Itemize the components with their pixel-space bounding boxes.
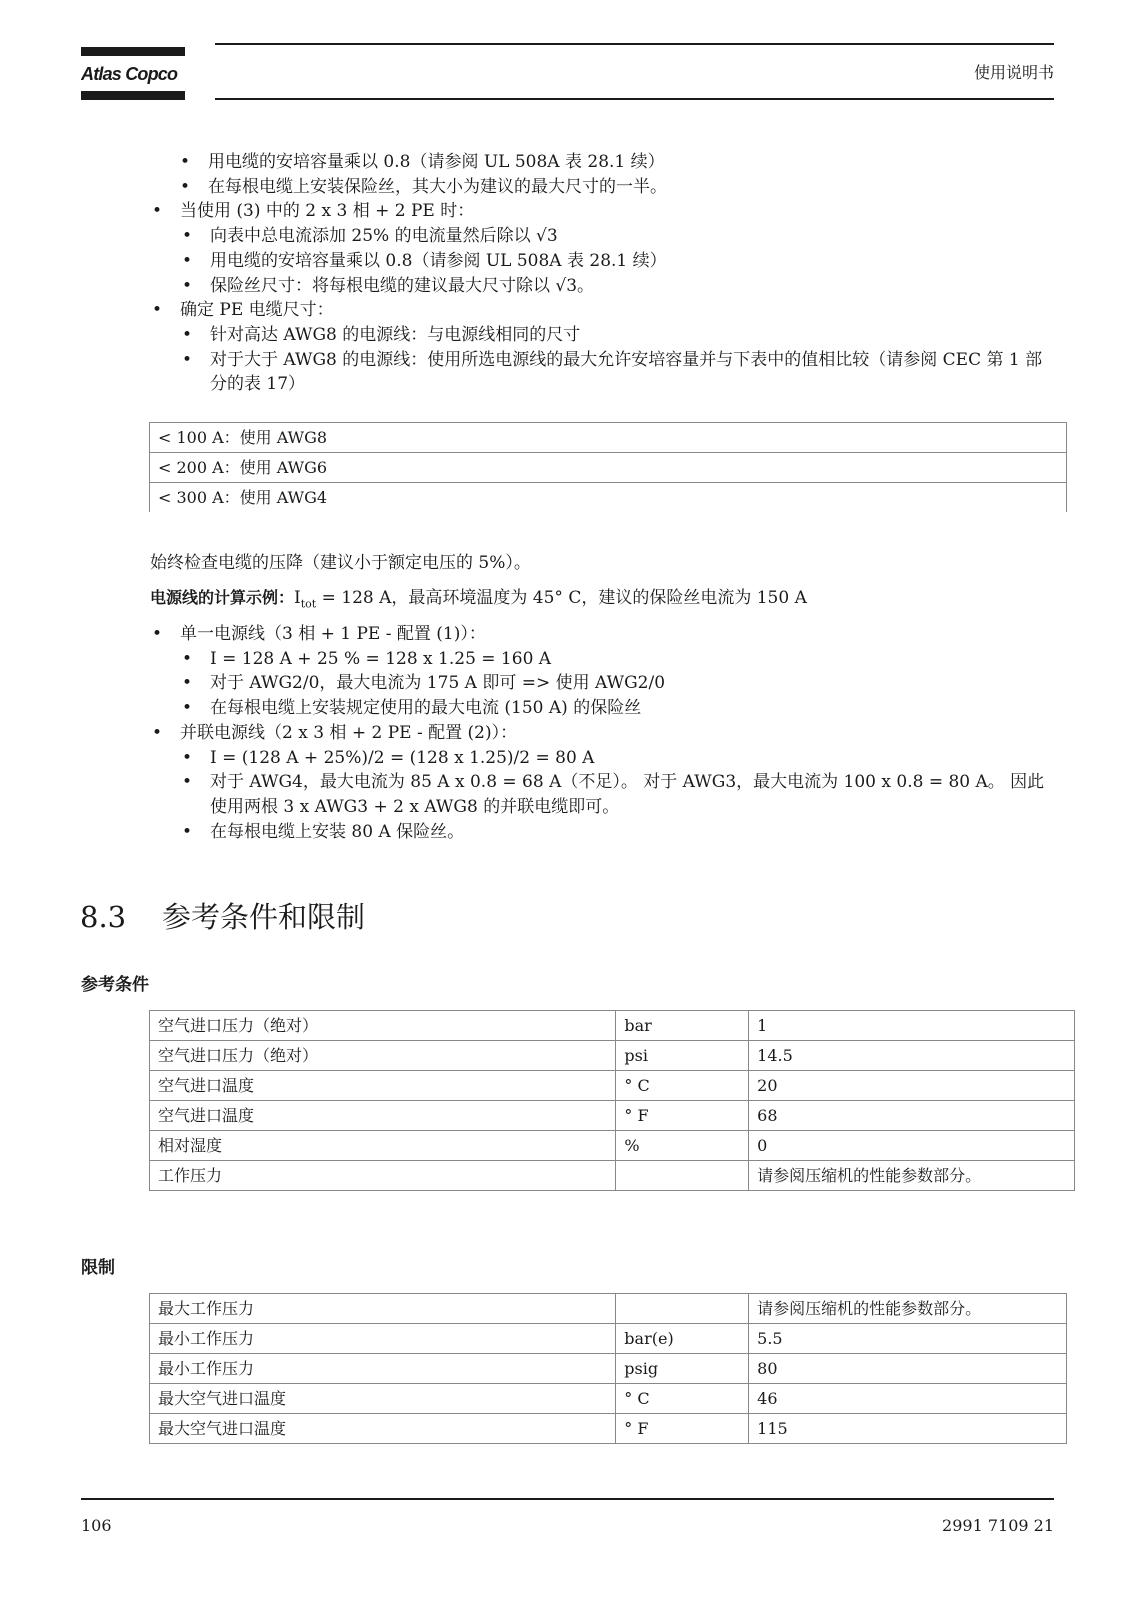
table-cell: % — [616, 1131, 749, 1161]
table-cell: ° C — [616, 1071, 749, 1101]
table-cell: bar(e) — [616, 1324, 749, 1354]
table-cell — [616, 1161, 749, 1191]
table-cell: 20 — [749, 1071, 1075, 1101]
list-item-label: 当使用 (3) 中的 2 x 3 相 + 2 PE 时： — [180, 201, 475, 222]
limits-heading: 限制 — [81, 1258, 115, 1278]
atlas-copco-logo — [81, 47, 185, 100]
table-row — [150, 1011, 1075, 1041]
table-cell — [616, 1294, 749, 1324]
table-cell: 0 — [749, 1131, 1075, 1161]
table-cell: 相对湿度 — [150, 1131, 616, 1161]
sublist — [180, 224, 1050, 298]
list-item: • I = 128 A + 25 % = 128 x 1.25 = 160 A — [180, 647, 1050, 672]
table-cell: 最小工作压力 — [150, 1354, 616, 1384]
section-heading — [80, 895, 365, 936]
table-cell: ° C — [616, 1384, 749, 1414]
table-cell: ° F — [616, 1414, 749, 1444]
list-item-label: 确定 PE 电缆尺寸： — [180, 300, 334, 321]
list-item: • I = (128 A + 25%)/2 = (128 x 1.25)/2 = 80 A — [180, 746, 1050, 771]
voltage-drop-note: 始终检查电缆的压降（建议小于额定电压的 5%）。 — [150, 553, 531, 573]
pe-awg-table — [149, 422, 1067, 512]
table-cell: 46 — [749, 1384, 1067, 1414]
table-cell: 最小工作压力 — [150, 1324, 616, 1354]
section-number: 8.3 — [80, 900, 127, 934]
sublist — [180, 647, 1050, 721]
table-row — [150, 1161, 1075, 1191]
table-cell: 最大空气进口温度 — [150, 1384, 616, 1414]
sublist — [180, 746, 1050, 845]
table-cell: 1 — [749, 1011, 1075, 1041]
logo-bar-bottom — [81, 91, 185, 100]
list-item: • 针对高达 AWG8 的电源线：与电源线相同的尺寸 — [180, 323, 1050, 348]
table-row — [150, 453, 1067, 483]
table-cell: 请参阅压缩机的性能参数部分。 — [749, 1161, 1075, 1191]
table-cell: 最大空气进口温度 — [150, 1414, 616, 1444]
table-cell: bar — [616, 1011, 749, 1041]
table-row — [150, 1294, 1067, 1324]
table-cell: 空气进口温度 — [150, 1071, 616, 1101]
main-list — [150, 199, 1050, 397]
table-cell: < 200 A：使用 AWG6 — [150, 453, 1067, 483]
footer-rule — [81, 1498, 1054, 1500]
example-label: 电源线的计算示例： — [150, 588, 295, 607]
cable-sizing-list — [150, 150, 1050, 397]
header-rule-bottom — [215, 98, 1054, 100]
document-number: 2991 7109 21 — [942, 1516, 1054, 1535]
table-cell: < 100 A：使用 AWG8 — [150, 423, 1067, 453]
list-item: • 对于大于 AWG8 的电源线：使用所选电源线的最大允许安培容量并与下表中的值相比较（请参阅 CEC 第 1 部分的表 17） — [180, 348, 1050, 397]
list-item-single — [150, 622, 1050, 721]
table-row — [150, 1101, 1075, 1131]
list-item-label: 并联电源线（2 x 3 相 + 2 PE - 配置 (2)）： — [180, 722, 518, 743]
example-i-symbol: I — [294, 588, 301, 608]
limits-table — [149, 1293, 1067, 1444]
table-cell: psi — [616, 1041, 749, 1071]
table-row — [150, 1414, 1067, 1444]
table-cell: 空气进口温度 — [150, 1101, 616, 1131]
table-cell: < 300 A：使用 AWG4 — [150, 483, 1067, 513]
list-item: • 向表中总电流添加 25% 的电流量然后除以 √3 — [180, 224, 1050, 249]
list-item-label: 单一电源线（3 相 + 1 PE - 配置 (1)）： — [180, 624, 486, 644]
list-item: • 在每根电缆上安装 80 A 保险丝。 — [180, 820, 1050, 845]
logo-wordmark: Atlas Copco — [81, 64, 178, 84]
main-list — [150, 622, 1050, 844]
calculation-example-line — [150, 583, 807, 610]
list-item: • 在每根电缆上安装保险丝，其大小为建议的最大尺寸的一半。 — [178, 175, 1050, 200]
header-rule-top — [215, 43, 1054, 45]
table-cell: 请参阅压缩机的性能参数部分。 — [749, 1294, 1067, 1324]
sublist — [178, 150, 1050, 199]
list-item-parallel3 — [150, 199, 1050, 298]
table-row — [150, 1324, 1067, 1354]
list-item: • 在每根电缆上安装规定使用的最大电流 (150 A) 的保险丝 — [180, 696, 1050, 721]
table-row — [150, 1131, 1075, 1161]
list-item: • 对于 AWG4，最大电流为 85 A x 0.8 = 68 A（不足）。 对于 AWG3，最大电流为 100 x 0.8 = 80 A。 因此使用两根 3 x AWG3 + 2 x AWG8 的并联电缆即可。 — [180, 770, 1050, 819]
sublist — [180, 323, 1050, 397]
table-row — [150, 423, 1067, 453]
table-cell: 空气进口压力（绝对） — [150, 1041, 616, 1071]
table-cell: ° F — [616, 1101, 749, 1131]
list-item: • 保险丝尺寸：将每根电缆的建议最大尺寸除以 √3。 — [180, 274, 1050, 299]
example-list — [150, 622, 1050, 844]
reference-conditions-table — [149, 1010, 1075, 1191]
table-cell: 80 — [749, 1354, 1067, 1384]
table-cell: psig — [616, 1354, 749, 1384]
list-item-pe-size — [150, 298, 1050, 397]
table-cell: 工作压力 — [150, 1161, 616, 1191]
page-number: 106 — [81, 1516, 112, 1535]
example-i-subscript: tot — [300, 597, 317, 611]
table-cell: 5.5 — [749, 1324, 1067, 1354]
section-title: 参考条件和限制 — [162, 900, 366, 934]
table-cell: 68 — [749, 1101, 1075, 1131]
list-item-parallel — [150, 721, 1050, 845]
example-text: = 128 A，最高环境温度为 45° C，建议的保险丝电流为 150 A — [316, 588, 807, 608]
table-row — [150, 1041, 1075, 1071]
document-title: 使用说明书 — [973, 63, 1054, 82]
list-item: • 用电缆的安培容量乘以 0.8（请参阅 UL 508A 表 28.1 续） — [180, 249, 1050, 274]
table-row — [150, 1354, 1067, 1384]
logo-bar-top — [81, 47, 185, 56]
table-cell: 最大工作压力 — [150, 1294, 616, 1324]
reference-conditions-heading: 参考条件 — [81, 975, 149, 995]
table-row — [150, 1071, 1075, 1101]
list-item: • 用电缆的安培容量乘以 0.8（请参阅 UL 508A 表 28.1 续） — [178, 150, 1050, 175]
table-row — [150, 483, 1067, 513]
table-cell: 14.5 — [749, 1041, 1075, 1071]
table-cell: 115 — [749, 1414, 1067, 1444]
table-cell: 空气进口压力（绝对） — [150, 1011, 616, 1041]
table-row — [150, 1384, 1067, 1414]
list-item: • 对于 AWG2/0，最大电流为 175 A 即可 => 使用 AWG2/0 — [180, 671, 1050, 696]
